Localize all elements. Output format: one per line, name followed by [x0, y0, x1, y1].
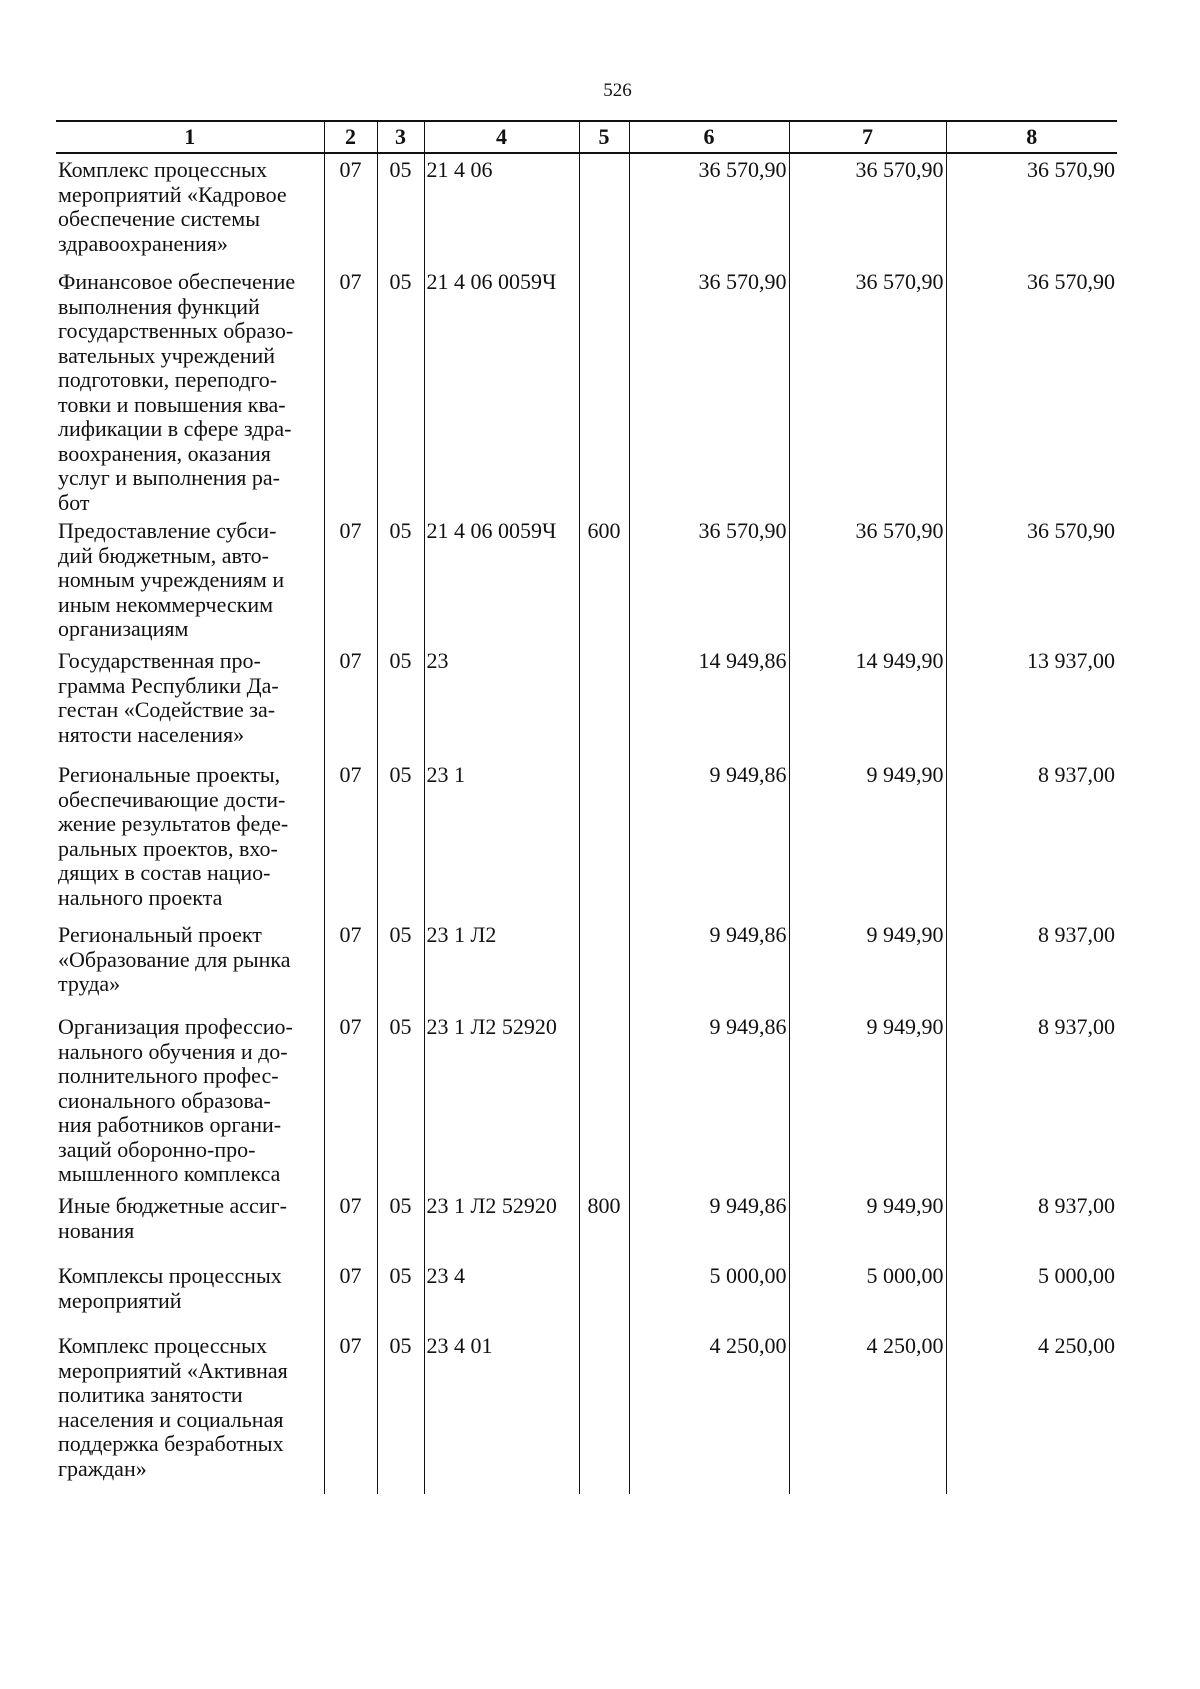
row-name-line: обеспечивающие дости- — [58, 786, 286, 812]
row-section-code: 07 — [324, 1330, 377, 1494]
table-row — [56, 1330, 1117, 1494]
row-name-line: грамма Республики Да- — [58, 672, 279, 698]
row-name-line: Государственная про- — [58, 648, 261, 673]
row-amount-col7: 4 250,00 — [789, 1330, 946, 1494]
row-amount-col6: 9 949,86 — [629, 759, 789, 919]
row-name-line: товки и повышения ква- — [58, 391, 286, 417]
row-name — [56, 1190, 324, 1260]
row-name-line: жение результатов феде- — [58, 811, 289, 836]
row-amount-col7: 9 949,90 — [789, 759, 946, 919]
row-subsection-code: 05 — [377, 919, 424, 1011]
header-col-4: 4 — [424, 121, 579, 153]
row-expense-type — [579, 919, 629, 1011]
row-name-line: иным некоммерческим — [58, 591, 274, 617]
row-name-line: сионального образова- — [58, 1087, 271, 1113]
row-name-line: Организация профессио- — [58, 1014, 293, 1039]
row-name — [56, 1330, 324, 1494]
row-target-article: 23 4 — [424, 1260, 579, 1330]
row-amount-col6: 9 949,86 — [629, 919, 789, 1011]
row-amount-col6: 36 570,90 — [629, 153, 789, 266]
row-section-code: 07 — [324, 266, 377, 515]
row-name-line: нального обучения и до- — [58, 1038, 288, 1064]
row-expense-type: 800 — [579, 1190, 629, 1260]
row-name-line: «Образование для рынка — [58, 946, 291, 972]
header-col-1: 1 — [56, 121, 324, 153]
row-amount-col8: 8 937,00 — [946, 759, 1117, 919]
row-name-line: нятости населения» — [58, 721, 245, 747]
table-row — [56, 919, 1117, 1011]
row-amount-col6: 36 570,90 — [629, 266, 789, 515]
row-name-line: населения и социальная — [58, 1406, 284, 1432]
row-name-line: политика занятости — [58, 1382, 243, 1407]
row-name-line: Финансовое обеспечение — [58, 269, 296, 294]
row-expense-type — [579, 1011, 629, 1190]
table-row — [56, 1260, 1117, 1330]
row-name-line: бот — [58, 489, 90, 515]
table-row — [56, 759, 1117, 919]
row-name-line: номным учреждениям и — [58, 567, 285, 592]
row-expense-type — [579, 153, 629, 266]
row-name — [56, 919, 324, 1011]
row-subsection-code: 05 — [377, 1330, 424, 1494]
row-amount-col6: 5 000,00 — [629, 1260, 789, 1330]
row-target-article: 21 4 06 0059Ч — [424, 515, 579, 645]
row-name-line: дий бюджетным, авто- — [58, 542, 269, 568]
row-name-line: услуг и выполнения ра- — [58, 465, 280, 490]
row-expense-type — [579, 759, 629, 919]
row-expense-type: 600 — [579, 515, 629, 645]
row-amount-col7: 9 949,90 — [789, 1190, 946, 1260]
row-amount-col8: 8 937,00 — [946, 919, 1117, 1011]
row-name-line: подготовки, переподго- — [58, 367, 278, 392]
row-name-line: поддержка безработных — [58, 1431, 284, 1456]
row-name-line: воохранения, оказания — [58, 440, 271, 466]
row-target-article: 23 1 Л2 52920 — [424, 1011, 579, 1190]
header-col-2: 2 — [324, 121, 377, 153]
row-name-line: граждан» — [58, 1455, 147, 1481]
header-row — [56, 121, 1117, 153]
row-amount-col6: 4 250,00 — [629, 1330, 789, 1494]
row-name-line: Предоставление субси- — [58, 518, 277, 543]
row-subsection-code: 05 — [377, 153, 424, 266]
row-name-line: нального проекта — [58, 884, 223, 910]
row-name — [56, 645, 324, 759]
row-section-code: 07 — [324, 1190, 377, 1260]
row-target-article: 23 1 Л2 52920 — [424, 1190, 579, 1260]
row-target-article: 21 4 06 — [424, 153, 579, 266]
row-expense-type — [579, 266, 629, 515]
row-target-article: 23 1 — [424, 759, 579, 919]
row-name-line: Комплекс процессных — [58, 157, 267, 182]
row-amount-col6: 9 949,86 — [629, 1011, 789, 1190]
row-section-code: 07 — [324, 1260, 377, 1330]
row-target-article: 23 1 Л2 — [424, 919, 579, 1011]
row-name-line: нования — [58, 1217, 135, 1243]
header-col-6: 6 — [629, 121, 789, 153]
row-name-line: труда» — [58, 971, 121, 996]
row-amount-col8: 8 937,00 — [946, 1190, 1117, 1260]
row-section-code: 07 — [324, 515, 377, 645]
row-section-code: 07 — [324, 1011, 377, 1190]
row-name-line: лификации в сфере здра- — [58, 416, 292, 441]
row-subsection-code: 05 — [377, 1190, 424, 1260]
row-subsection-code: 05 — [377, 645, 424, 759]
row-name-line: Региональный проект — [58, 922, 262, 947]
row-subsection-code: 05 — [377, 1011, 424, 1190]
row-name-line: мероприятий — [58, 1287, 182, 1313]
header-col-7: 7 — [789, 121, 946, 153]
row-amount-col7: 14 949,90 — [789, 645, 946, 759]
row-name — [56, 515, 324, 645]
row-name-line: Комплекс процессных — [58, 1333, 267, 1358]
header-col-8: 8 — [946, 121, 1117, 153]
row-name-line: Иные бюджетные ассиг- — [58, 1193, 287, 1218]
row-section-code: 07 — [324, 153, 377, 266]
row-amount-col8: 36 570,90 — [946, 266, 1117, 515]
row-name-line: выполнения функций — [58, 293, 260, 319]
budget-table — [56, 120, 1117, 1494]
row-subsection-code: 05 — [377, 759, 424, 919]
row-amount-col8: 36 570,90 — [946, 153, 1117, 266]
row-name-line: заций оборонно-про- — [58, 1136, 256, 1162]
row-amount-col7: 36 570,90 — [789, 153, 946, 266]
row-section-code: 07 — [324, 759, 377, 919]
row-amount-col7: 9 949,90 — [789, 1011, 946, 1190]
row-amount-col6: 9 949,86 — [629, 1190, 789, 1260]
row-amount-col8: 36 570,90 — [946, 515, 1117, 645]
row-amount-col8: 5 000,00 — [946, 1260, 1117, 1330]
row-expense-type — [579, 645, 629, 759]
header-col-3: 3 — [377, 121, 424, 153]
table-row — [56, 515, 1117, 645]
row-name — [56, 1011, 324, 1190]
row-subsection-code: 05 — [377, 1260, 424, 1330]
row-name-line: ния работников органи- — [58, 1112, 282, 1137]
header-col-5: 5 — [579, 121, 629, 153]
row-section-code: 07 — [324, 645, 377, 759]
row-amount-col8: 13 937,00 — [946, 645, 1117, 759]
row-name — [56, 266, 324, 515]
row-amount-col7: 36 570,90 — [789, 515, 946, 645]
table-row — [56, 645, 1117, 759]
row-target-article: 23 4 01 — [424, 1330, 579, 1494]
row-subsection-code: 05 — [377, 266, 424, 515]
row-amount-col7: 36 570,90 — [789, 266, 946, 515]
row-name-line: мероприятий «Активная — [58, 1357, 288, 1383]
row-amount-col7: 9 949,90 — [789, 919, 946, 1011]
row-subsection-code: 05 — [377, 515, 424, 645]
table-row — [56, 153, 1117, 266]
row-target-article: 21 4 06 0059Ч — [424, 266, 579, 515]
row-name-line: обеспечение системы — [58, 206, 260, 231]
row-amount-col7: 5 000,00 — [789, 1260, 946, 1330]
row-name-line: вательных учреждений — [58, 342, 276, 368]
row-name-line: дящих в состав нацио- — [58, 860, 271, 885]
row-name — [56, 153, 324, 266]
row-name — [56, 1260, 324, 1330]
row-amount-col6: 14 949,86 — [629, 645, 789, 759]
row-target-article: 23 — [424, 645, 579, 759]
row-name-line: здравоохранения» — [58, 230, 228, 256]
row-amount-col8: 4 250,00 — [946, 1330, 1117, 1494]
row-name-line: государственных образо- — [58, 318, 294, 343]
table-row — [56, 1190, 1117, 1260]
page-number: 526 — [603, 80, 632, 101]
row-name-line: мероприятий «Кадровое — [58, 181, 287, 207]
table-body — [56, 153, 1117, 1494]
row-name — [56, 759, 324, 919]
row-name-line: гестан «Содействие за- — [58, 697, 276, 722]
table-row — [56, 1011, 1117, 1190]
row-section-code: 07 — [324, 919, 377, 1011]
row-amount-col8: 8 937,00 — [946, 1011, 1117, 1190]
row-name-line: Комплексы процессных — [58, 1263, 282, 1288]
row-name-line: организациям — [58, 616, 189, 641]
row-amount-col6: 36 570,90 — [629, 515, 789, 645]
row-name-line: ральных проектов, вхо- — [58, 835, 278, 861]
row-expense-type — [579, 1330, 629, 1494]
row-name-line: мышленного комплекса — [58, 1161, 281, 1186]
table-row — [56, 266, 1117, 515]
row-expense-type — [579, 1260, 629, 1330]
row-name-line: Региональные проекты, — [58, 762, 281, 787]
row-name-line: полнительного профес- — [58, 1063, 279, 1088]
